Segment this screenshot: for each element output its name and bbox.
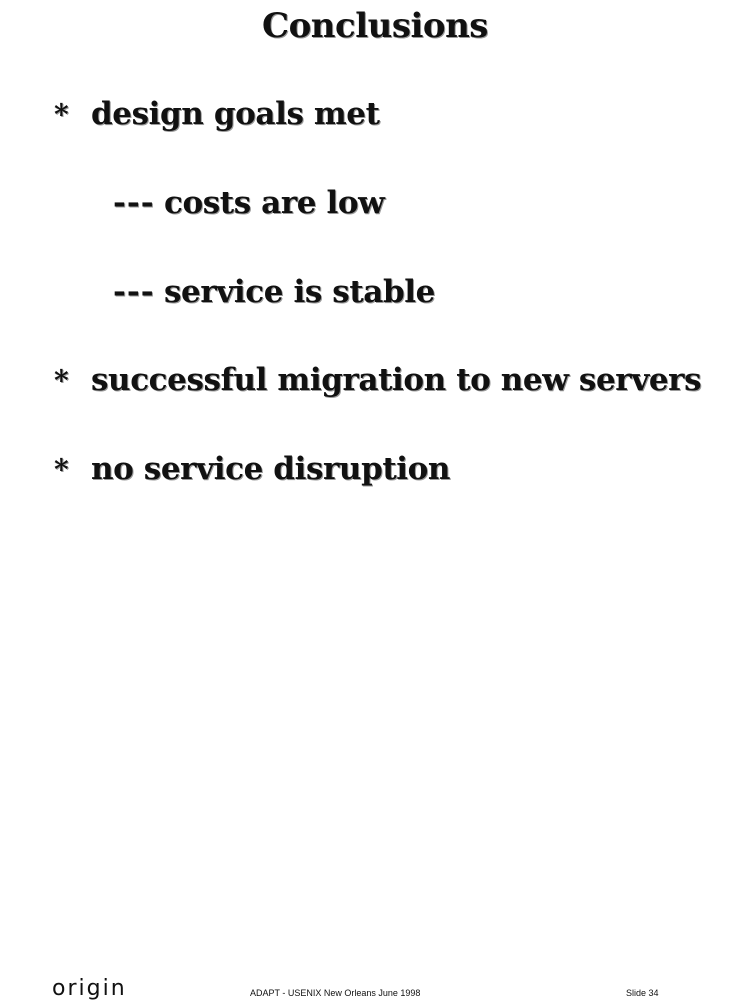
sub-bullet-text: costs are low	[164, 185, 385, 221]
footer-conference-text: ADAPT - USENIX New Orleans June 1998	[250, 988, 421, 998]
bullet-text: no service disruption	[91, 451, 451, 487]
bullet-text: successful migration to new servers	[91, 362, 702, 398]
sub-bullet-item	[113, 185, 384, 221]
bullet-marker: *	[54, 98, 69, 131]
bullet-item	[54, 96, 380, 132]
origin-logo: origin	[52, 976, 127, 1001]
bullet-text: design goals met	[91, 96, 380, 132]
sub-bullet-marker: ---	[113, 274, 155, 310]
sub-bullet-item	[113, 274, 435, 310]
slide-title: Conclusions	[262, 6, 488, 46]
sub-bullet-text: service is stable	[164, 274, 435, 310]
bullet-marker: *	[54, 364, 69, 397]
bullet-item	[54, 362, 701, 398]
bullet-item	[54, 451, 450, 487]
sub-bullet-marker: ---	[113, 185, 155, 221]
slide-number: Slide 34	[626, 988, 659, 998]
slide-footer	[0, 978, 750, 1000]
bullet-marker: *	[54, 453, 69, 486]
